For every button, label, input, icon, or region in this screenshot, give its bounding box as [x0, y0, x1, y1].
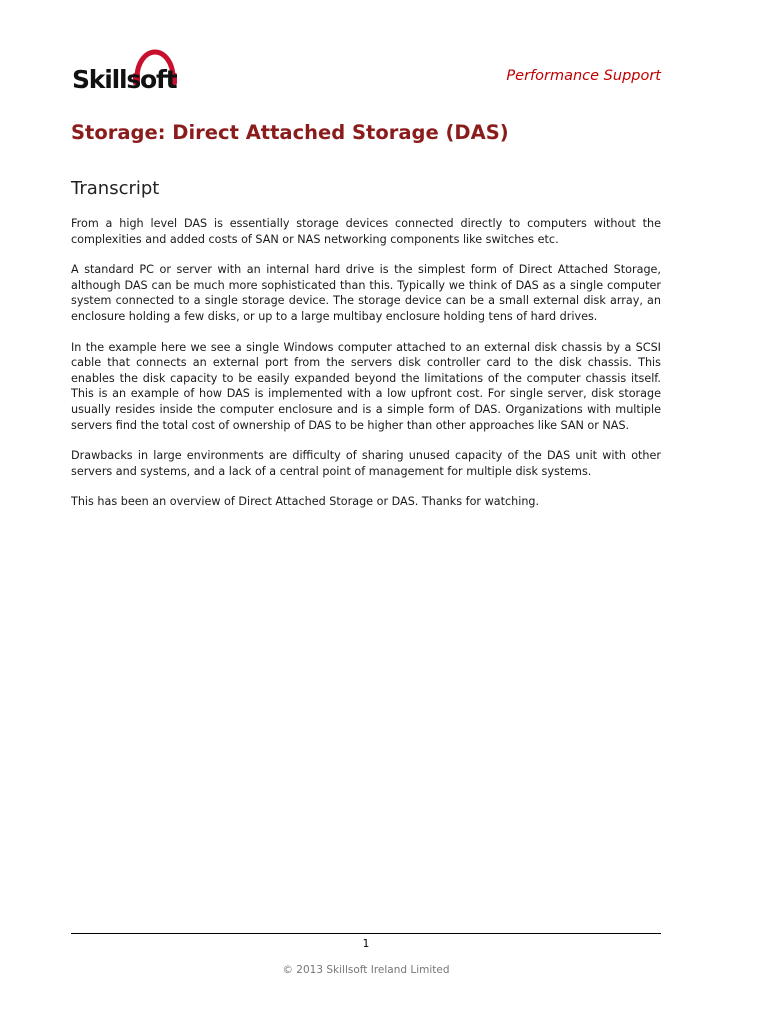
performance-support-tagline: Performance Support [506, 68, 661, 84]
transcript-paragraph: A standard PC or server with an internal hard drive is the simplest form of Direct Attached Storage, although DAS can be much more sophisticated than this. Typically we think of DAS as a single computer system connected to a single storage device. The storage device can be a small external disk array, an enclosure holding a few disks, or up to a large multibay enclosure holding tens of hard drives. [71, 263, 661, 323]
transcript-paragraph: In the example here we see a single Windows computer attached to an external disk chassis by a SCSI cable that connects an external port from the servers disk controller card to the disk chassis. This enables the disk capacity to be easily expanded beyond the limitations of the computer chassis itself. This is an example of how DAS is implemented with a low upfront cost. For single server, disk storage usually resides inside the computer enclosure and is a simple form of DAS. Organizations with multiple servers find the total cost of ownership of DAS to be higher than other approaches like SAN or NAS. [71, 340, 661, 432]
page-number: 1 [362, 938, 370, 950]
transcript-body [71, 216, 661, 525]
transcript-paragraph: From a high level DAS is essentially storage devices connected directly to computers without the complexities and added costs of SAN or NAS networking components like switches etc. [71, 217, 661, 246]
svg-text:Skillsoft: Skillsoft [72, 65, 177, 94]
footer-divider [71, 933, 661, 934]
transcript-paragraph: Drawbacks in large environments are difficulty of sharing unused capacity of the DAS unit with other servers and systems, and a lack of a central point of management for multiple disk systems. [71, 449, 661, 478]
transcript-heading: Transcript [71, 178, 160, 199]
page-header [71, 40, 661, 96]
copyright-notice: © 2013 Skillsoft Ireland Limited [282, 964, 450, 976]
document-title: Storage: Direct Attached Storage (DAS) [71, 121, 509, 144]
transcript-paragraph: This has been an overview of Direct Attached Storage or DAS. Thanks for watching. [71, 495, 540, 509]
skillsoft-logo [71, 40, 183, 94]
